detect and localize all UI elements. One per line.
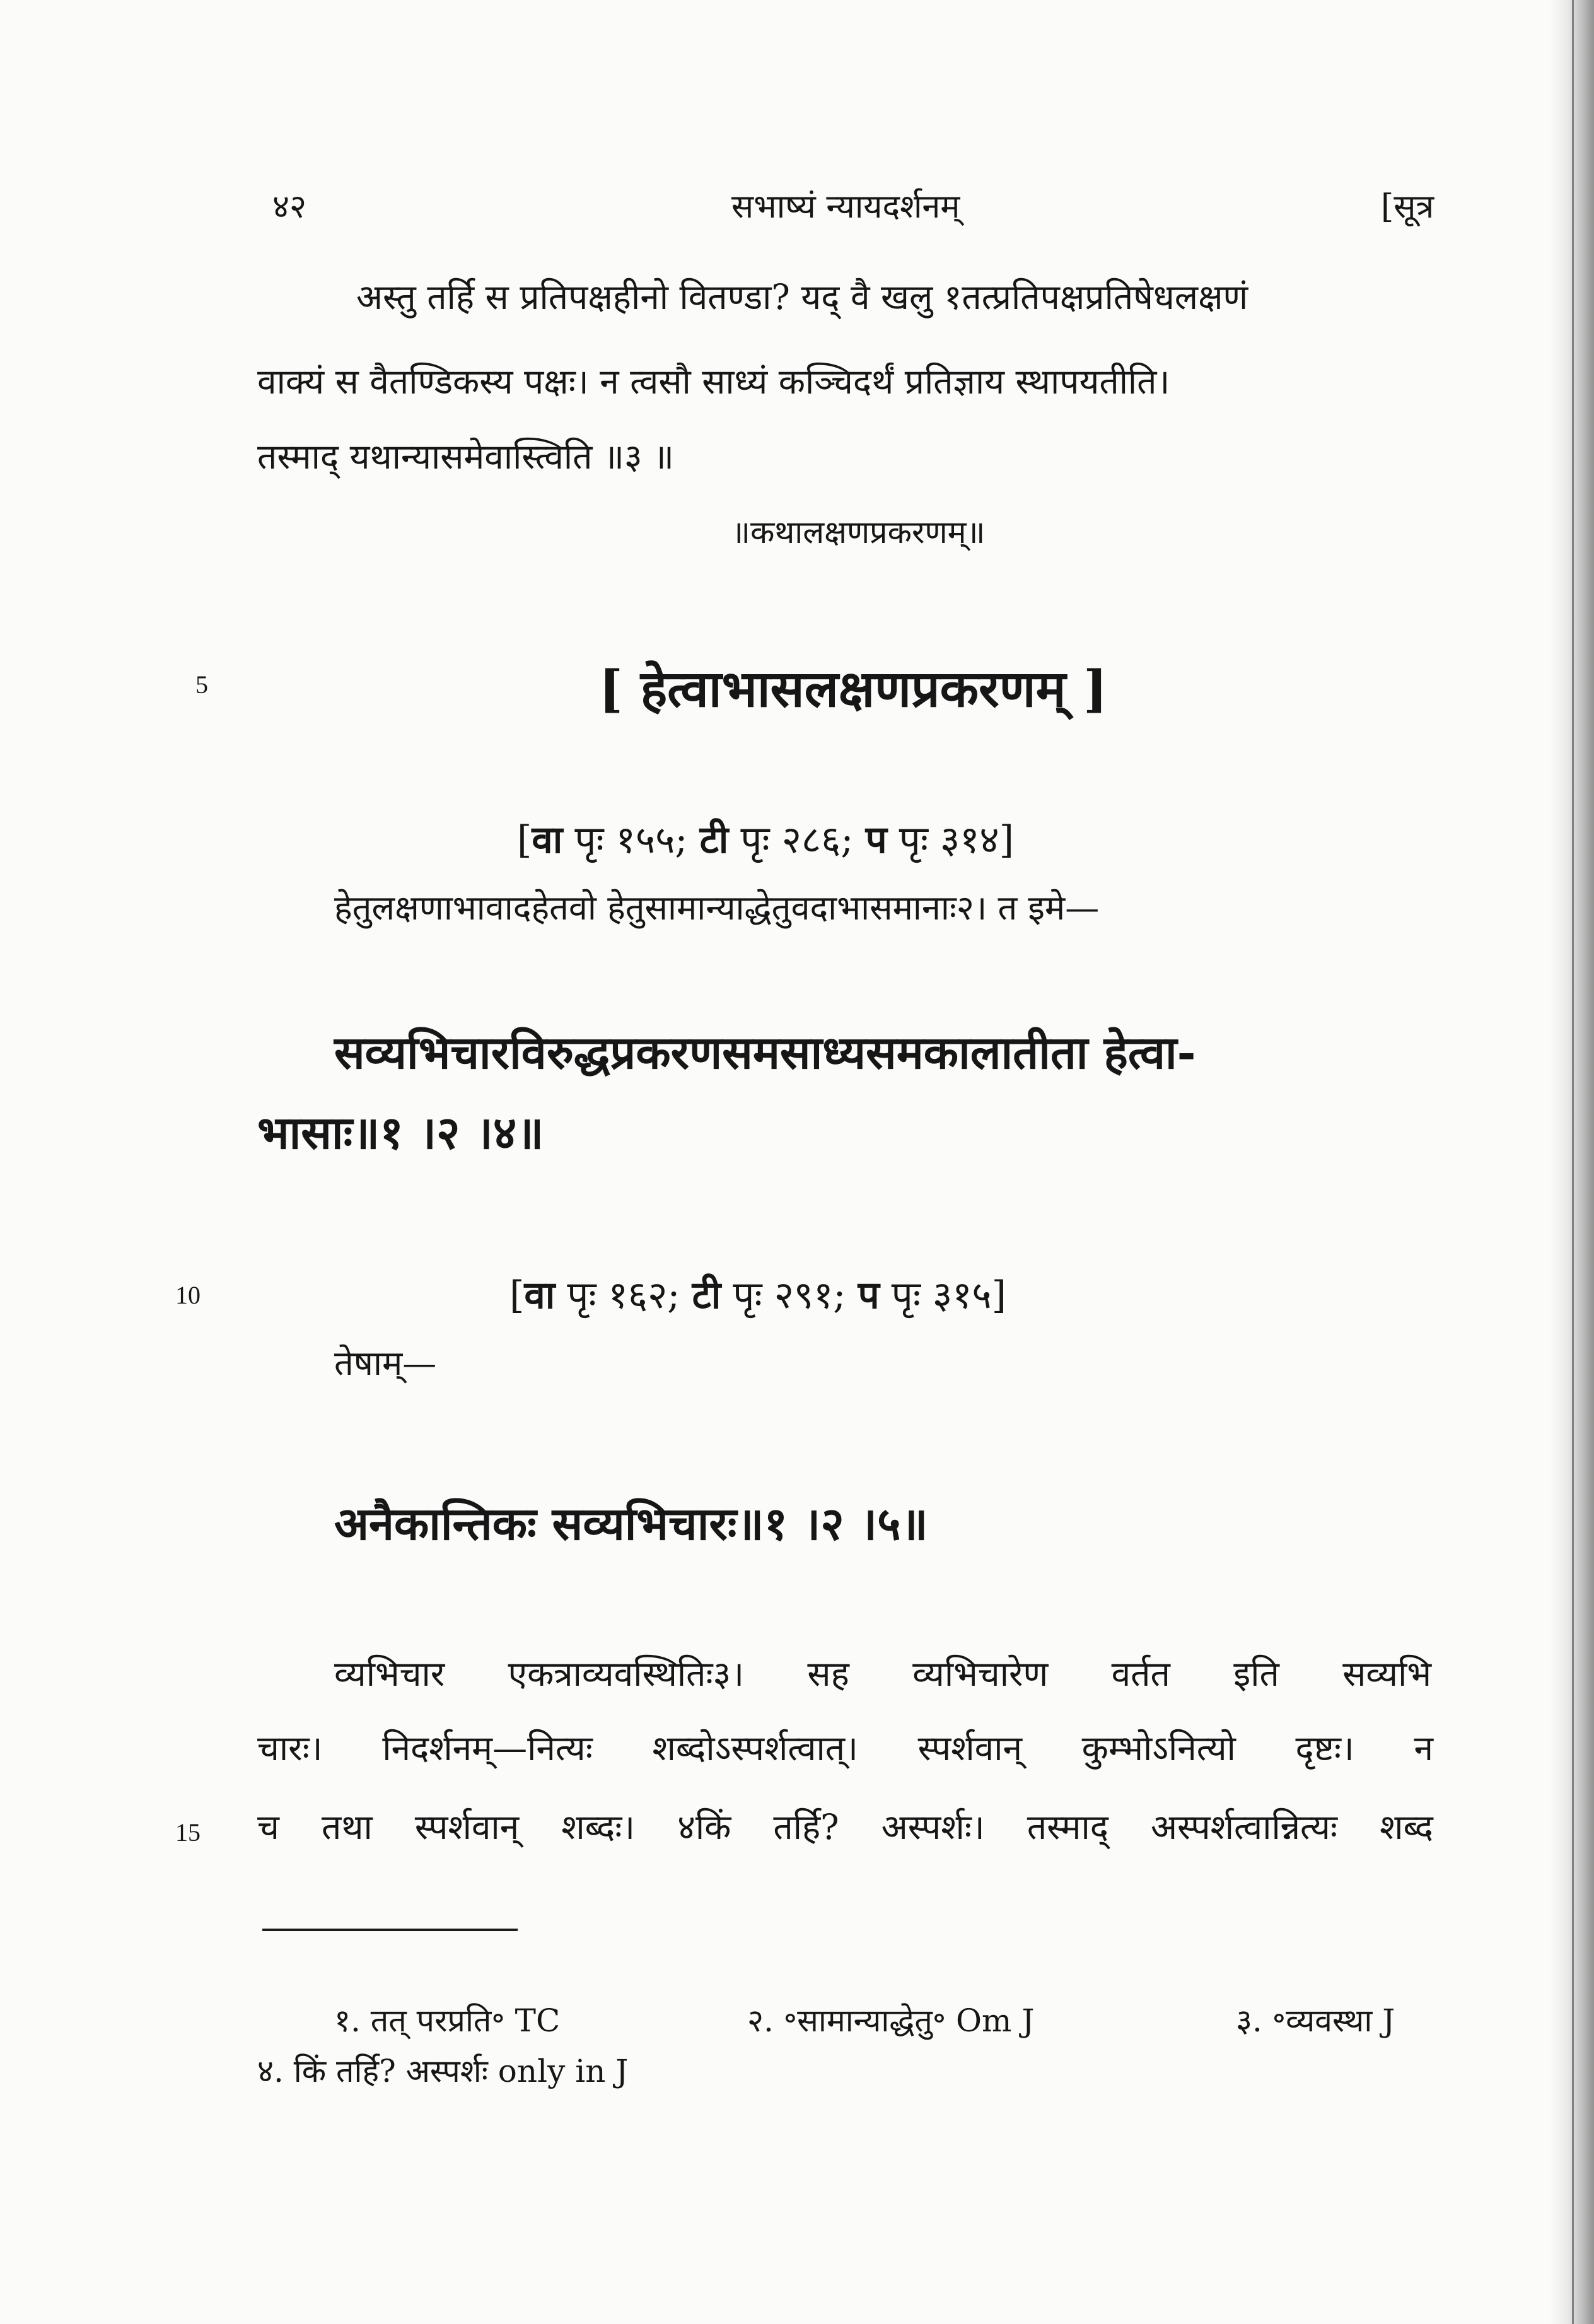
footnote-1: १. तत् परप्रति॰ TC: [334, 2002, 561, 2039]
ref-parishuddhi-abbr: प: [865, 818, 887, 862]
paragraph-4-line-3: च तथा स्पर्शवान् शब्दः। ४किं तर्हि? अस्पर्शः। तस्माद् अस्पर्शत्वान्नित्यः शब्द: [257, 1807, 1433, 1847]
ref-vartika-abbr: वा: [524, 1273, 556, 1317]
running-section-marker: [सूत्र: [1381, 188, 1434, 226]
ref-vartika-page: पृः १५५;: [562, 818, 700, 862]
footnote-3: ३. ॰व्यवस्था J: [1236, 2002, 1395, 2039]
ref-vartika-abbr: वा: [532, 818, 563, 862]
line-number-10: 10: [175, 1281, 201, 1309]
paragraph-1-line-2: वाक्यं स वैतण्डिकस्य पक्षः। न त्वसौ साध्यं कञ्चिदर्थं प्रतिज्ञाय स्थापयतीति।: [257, 361, 1170, 402]
section-end-marker: ॥कथालक्षणप्रकरणम्॥: [731, 514, 986, 551]
binding-edge-line: [1572, 0, 1574, 2324]
paragraph-2: हेतुलक्षणाभावादहेतवो हेतुसामान्याद्धेतुवदाभासमानाः२। त इमे—: [334, 888, 1100, 928]
footnote-4: ४. किं तर्हि? अस्पर्शः only in J: [257, 2053, 629, 2089]
ref-parishuddhi-page: पृः ३१४]: [887, 818, 1015, 862]
ref-parishuddhi-page: पृः ३१५]: [879, 1273, 1007, 1317]
reference-line-1: [517, 812, 1014, 864]
ref-open-bracket: [: [517, 818, 532, 862]
line-number-15: 15: [175, 1818, 201, 1847]
page-number: ४२: [272, 188, 307, 226]
sutra-1-line-1: सव्यभिचारविरुद्धप्रकरणसमसाध्यसमकालातीता हेत्वा-: [334, 1025, 1196, 1079]
ref-tika-page: पृः २९१;: [721, 1273, 858, 1317]
ref-vartika-page: पृः १६२;: [555, 1273, 692, 1317]
line-number-5: 5: [195, 670, 208, 699]
paragraph-3: तेषाम्—: [334, 1343, 437, 1383]
reference-line-2: [509, 1268, 1006, 1319]
sutra-2: अनैकान्तिकः सव्यभिचारः॥१ ।२ ।५॥: [334, 1497, 928, 1550]
section-title: [ हेत्वाभासलक्षणप्रकरणम् ]: [599, 659, 1108, 718]
paragraph-1-line-3: तस्माद् यथान्यासमेवास्त्विति ॥३ ॥: [257, 436, 674, 477]
paragraph-1-line-1: अस्तु तर्हि स प्रतिपक्षहीनो वितण्डा? यद् वै खलु १तत्प्रतिपक्षप्रतिषेधलक्षणं: [356, 277, 1248, 317]
paragraph-4-line-1: व्यभिचार एकत्राव्यवस्थितिः३। सह व्यभिचारेण वर्तत इति सव्यभि: [334, 1654, 1431, 1694]
running-title: सभाष्यं न्यायदर्शनम्: [731, 188, 960, 226]
ref-parishuddhi-abbr: प: [858, 1273, 880, 1317]
ref-tika-abbr: टी: [699, 818, 729, 862]
footnote-2: २. ॰सामान्याद्धेतु॰ Om J: [747, 2002, 1035, 2039]
paragraph-4-line-2: चारः। निदर्शनम्—नित्यः शब्दोऽस्पर्शत्वात्। स्पर्शवान् कुम्भोऽनित्यो दृष्टः। न: [257, 1728, 1433, 1768]
ref-tika-abbr: टी: [692, 1273, 721, 1317]
ref-open-bracket: [: [509, 1273, 525, 1317]
sutra-1-line-2: भासाः॥१ ।२ ।४॥: [257, 1106, 544, 1159]
ref-tika-page: पृः २८६;: [728, 818, 866, 862]
footnote-rule: [262, 1929, 518, 1931]
